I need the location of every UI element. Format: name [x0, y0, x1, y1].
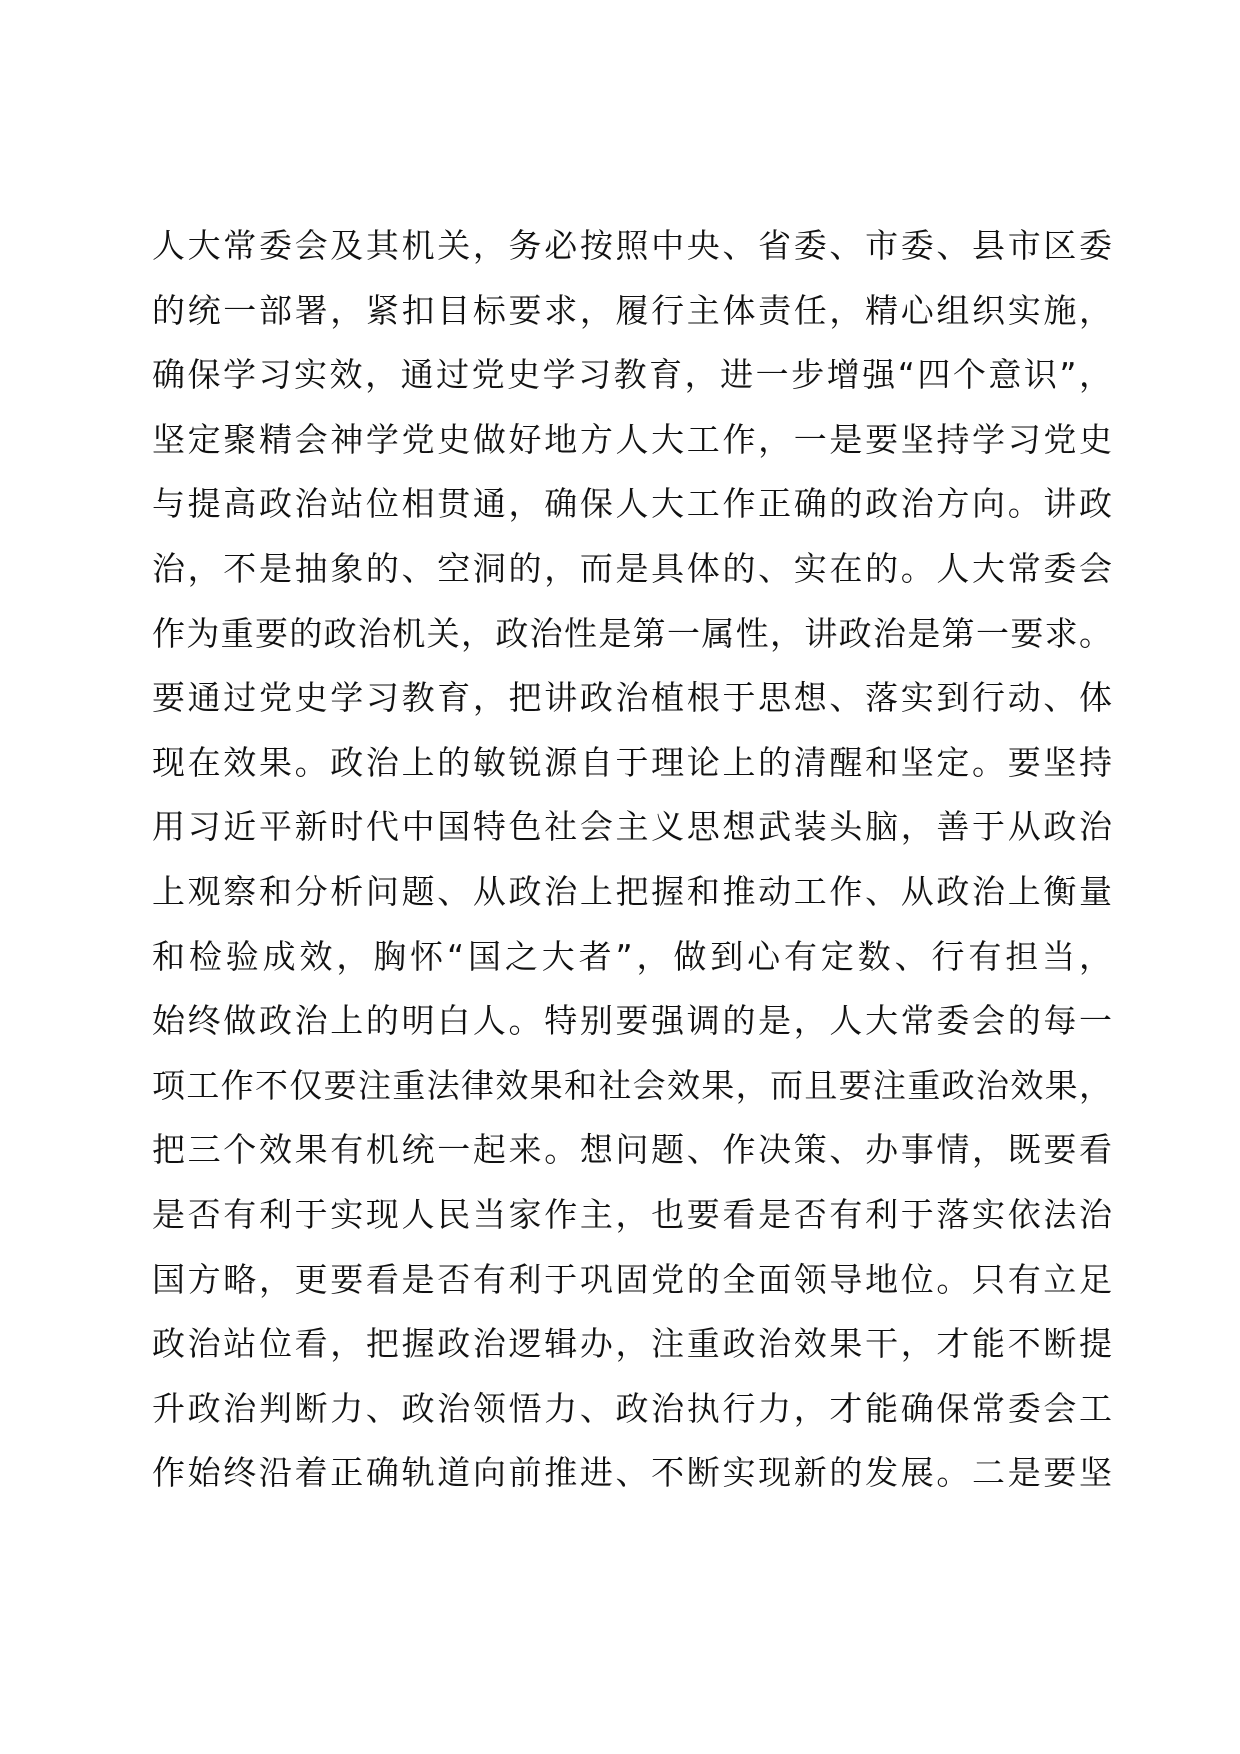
text-line: 要通过党史学习教育，把讲政治植根于思想、落实到行动、体: [152, 678, 1112, 718]
text-line: 政治站位看，把握政治逻辑办，注重政治效果干，才能不断提: [152, 1324, 1112, 1364]
text-line: 与提高政治站位相贯通，确保人大工作正确的政治方向。讲政: [152, 484, 1112, 524]
text-line: 项工作不仅要注重法律效果和社会效果，而且要注重政治效果，: [152, 1065, 1112, 1105]
text-line: 和检验成效，胸怀“国之大者”，做到心有定数、行有担当，: [152, 936, 1112, 976]
text-line: 确保学习实效，通过党史学习教育，进一步增强“四个意识”，: [152, 355, 1112, 395]
text-line: 始终做政治上的明白人。特别要强调的是，人大常委会的每一: [152, 1001, 1112, 1041]
text-line: 人大常委会及其机关，务必按照中央、省委、市委、县市区委: [152, 226, 1112, 265]
text-line: 是否有利于实现人民当家作主，也要看是否有利于落实依法治: [152, 1194, 1112, 1234]
text-line: 用习近平新时代中国特色社会主义思想武装头脑，善于从政治: [152, 807, 1112, 847]
text-line: 作始终沿着正确轨道向前推进、不断实现新的发展。二是要坚: [152, 1453, 1112, 1493]
body-paragraph: [152, 214, 1112, 1506]
text-line: 坚定聚精会神学党史做好地方人大工作，一是要坚持学习党史: [152, 419, 1112, 459]
text-line: 升政治判断力、政治领悟力、政治执行力，才能确保常委会工: [152, 1388, 1112, 1428]
text-line: 上观察和分析问题、从政治上把握和推动工作、从政治上衡量: [152, 871, 1112, 911]
text-line: 治，不是抽象的、空洞的，而是具体的、实在的。人大常委会: [152, 548, 1112, 588]
text-line: 现在效果。政治上的敏锐源自于理论上的清醒和坚定。要坚持: [152, 742, 1112, 782]
text-line: 国方略，更要看是否有利于巩固党的全面领导地位。只有立足: [152, 1259, 1112, 1299]
text-line: 作为重要的政治机关，政治性是第一属性，讲政治是第一要求。: [152, 613, 1112, 653]
text-line: 的统一部署，紧扣目标要求，履行主体责任，精心组织实施，: [152, 290, 1112, 330]
text-line: 把三个效果有机统一起来。想问题、作决策、办事情，既要看: [152, 1130, 1112, 1170]
